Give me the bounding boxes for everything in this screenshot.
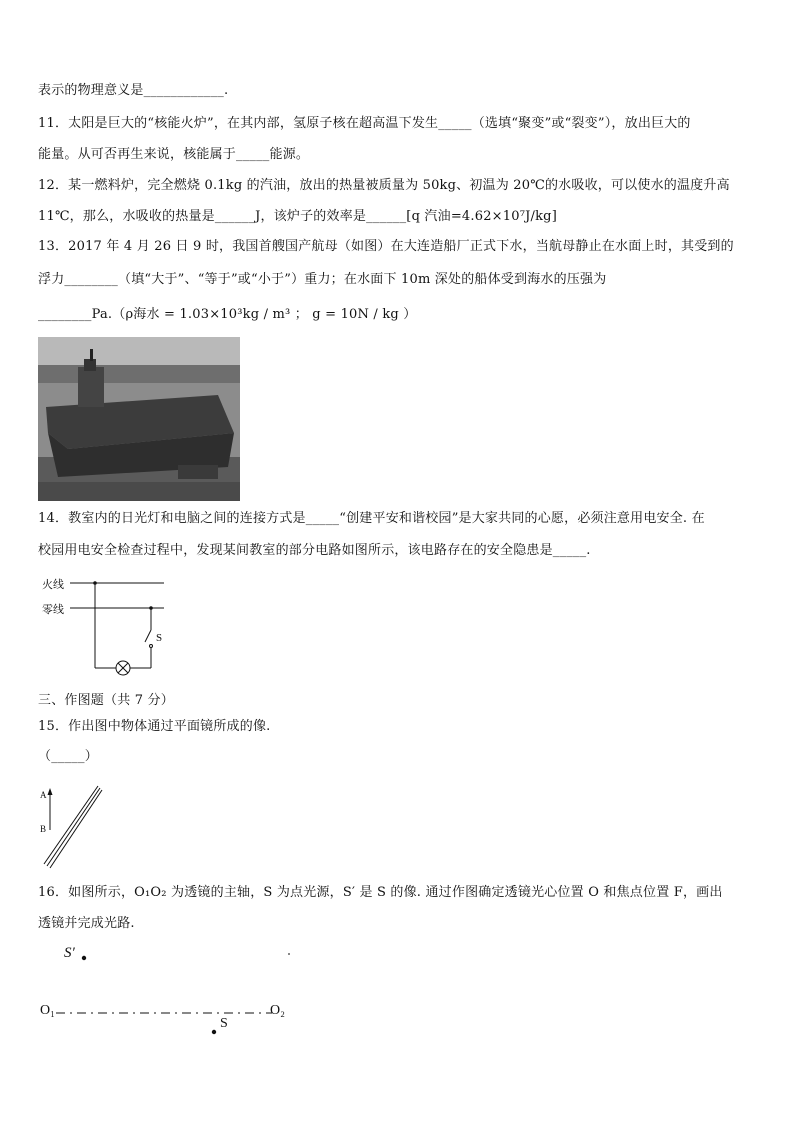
- q16-line2: 透镜并完成光路.: [38, 916, 135, 931]
- point-a-label: A: [40, 790, 47, 800]
- q13-line2: 浮力________（填“大于”、“等于”或“小于”）重力；在水面下 10m 深处的船体受到海水的压强为: [38, 272, 607, 287]
- o2-label: O₂: [270, 1003, 285, 1018]
- mirror-diagram: [38, 780, 108, 870]
- s-prime-label: S′: [64, 945, 75, 961]
- q15-answer-blank: （_____）: [38, 749, 98, 764]
- q16-line1: 16．如图所示，O₁O₂ 为透镜的主轴，S 为点光源，S′ 是 S 的像. 通过作图确定透镜光心位置 O 和焦点位置 F，画出: [38, 885, 723, 900]
- q11-line2: 能量。从可否再生来说，核能属于_____能源。: [38, 147, 310, 162]
- section-3-heading: 三、作图题（共 7 分）: [38, 693, 174, 708]
- q10-tail: 表示的物理意义是____________.: [38, 83, 229, 98]
- s-label: S: [220, 1016, 228, 1031]
- q13-line3: ________Pa.（ρ海水 = 1.03×10³kg / m³ ； g = 10N / kg ）: [38, 307, 417, 322]
- o1-label: O₁: [40, 1003, 55, 1018]
- circuit-diagram: [38, 574, 168, 680]
- point-b-label: B: [40, 824, 47, 834]
- q11-line1: 11．太阳是巨大的“核能火炉”，在其内部，氢原子核在超高温下发生_____（选填“聚变”或“裂变”），放出巨大的: [38, 116, 691, 131]
- q12-line1: 12．某一燃料炉，完全燃烧 0.1kg 的汽油，放出的热量被质量为 50kg、初温为 20℃的水吸收，可以使水的温度升高: [38, 178, 730, 193]
- q12-line2: 11℃，那么，水吸收的热量是______J，该炉子的效率是______[q 汽油=4.62×10⁷J/kg]: [38, 209, 557, 224]
- switch-label: S: [156, 632, 163, 644]
- q14-line2: 校园用电安全检查过程中，发现某间教室的部分电路如图所示，该电路存在的安全隐患是_____.: [38, 543, 591, 558]
- neutral-wire-label: 零线: [42, 604, 64, 616]
- q15-line: 15．作出图中物体通过平面镜所成的像.: [38, 719, 271, 734]
- q13-line1: 13．2017 年 4 月 26 日 9 时，我国首艘国产航母（如图）在大连造船厂正式下水，当航母静止在水面上时，其受到的: [38, 239, 734, 254]
- q14-line1: 14．教室内的日光灯和电脑之间的连接方式是_____“创建平安和谐校园”是大家共同的心愿，必须注意用电安全. 在: [38, 511, 705, 526]
- live-wire-label: 火线: [42, 579, 64, 591]
- lens-diagram: [38, 940, 298, 1040]
- aircraft-carrier-photo: [38, 337, 240, 501]
